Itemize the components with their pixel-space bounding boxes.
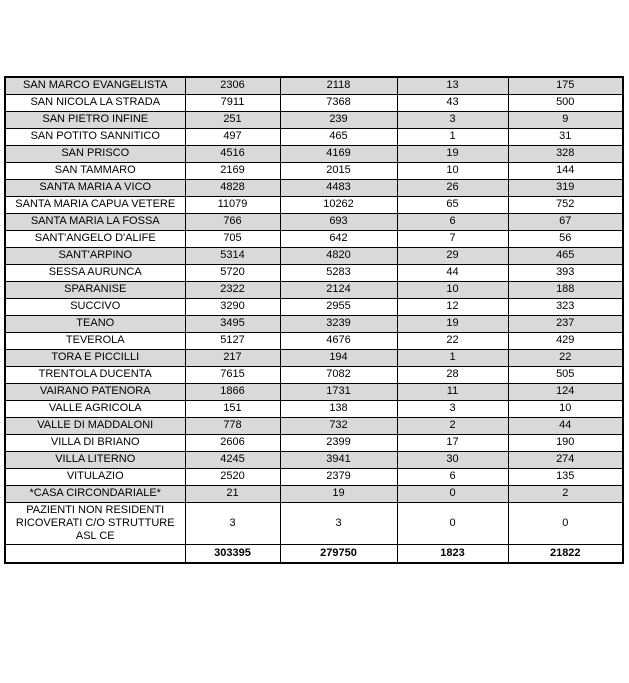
table-row	[5, 383, 623, 400]
value-cell: 3290	[185, 298, 280, 315]
value-cell: 1731	[280, 383, 397, 400]
municipality-data-table	[4, 76, 624, 564]
table-row	[5, 451, 623, 468]
table-row	[5, 247, 623, 264]
value-cell: 30	[397, 451, 508, 468]
municipality-name-cell: SANT'ARPINO	[5, 247, 185, 264]
value-cell: 11	[397, 383, 508, 400]
municipality-name-cell: VALLE AGRICOLA	[5, 400, 185, 417]
value-cell: 429	[508, 332, 623, 349]
municipality-name-cell: VITULAZIO	[5, 468, 185, 485]
value-cell: 328	[508, 145, 623, 162]
value-cell: 4676	[280, 332, 397, 349]
value-cell: 2306	[185, 77, 280, 94]
value-cell: 1	[397, 128, 508, 145]
value-cell: 2955	[280, 298, 397, 315]
value-cell: 19	[280, 485, 397, 502]
value-cell: 323	[508, 298, 623, 315]
value-cell: 22	[508, 349, 623, 366]
value-cell: 4516	[185, 145, 280, 162]
municipality-name-cell: *CASA CIRCONDARIALE*	[5, 485, 185, 502]
value-cell: 3	[185, 502, 280, 544]
value-cell: 393	[508, 264, 623, 281]
total-cell: 21822	[508, 544, 623, 563]
municipality-name-cell: TORA E PICCILLI	[5, 349, 185, 366]
value-cell: 0	[508, 502, 623, 544]
value-cell: 194	[280, 349, 397, 366]
value-cell: 274	[508, 451, 623, 468]
table-row	[5, 179, 623, 196]
table-row	[5, 366, 623, 383]
table-row	[5, 145, 623, 162]
municipality-name-cell: SANTA MARIA CAPUA VETERE	[5, 196, 185, 213]
value-cell: 6	[397, 213, 508, 230]
municipality-name-cell: SAN POTITO SANNITICO	[5, 128, 185, 145]
value-cell: 67	[508, 213, 623, 230]
value-cell: 188	[508, 281, 623, 298]
value-cell: 7	[397, 230, 508, 247]
value-cell: 175	[508, 77, 623, 94]
value-cell: 5314	[185, 247, 280, 264]
value-cell: 22	[397, 332, 508, 349]
value-cell: 56	[508, 230, 623, 247]
value-cell: 4820	[280, 247, 397, 264]
municipality-name-cell: TEANO	[5, 315, 185, 332]
table-row	[5, 349, 623, 366]
value-cell: 7615	[185, 366, 280, 383]
value-cell: 4828	[185, 179, 280, 196]
value-cell: 5127	[185, 332, 280, 349]
value-cell: 2	[508, 485, 623, 502]
value-cell: 12	[397, 298, 508, 315]
municipality-name-cell: VILLA LITERNO	[5, 451, 185, 468]
table-body	[5, 77, 623, 544]
table-row	[5, 77, 623, 94]
municipality-name-cell: SAN PRISCO	[5, 145, 185, 162]
value-cell: 26	[397, 179, 508, 196]
municipality-name-cell: SANTA MARIA A VICO	[5, 179, 185, 196]
table-row	[5, 196, 623, 213]
value-cell: 642	[280, 230, 397, 247]
value-cell: 144	[508, 162, 623, 179]
value-cell: 43	[397, 94, 508, 111]
value-cell: 10262	[280, 196, 397, 213]
municipality-name-cell: SANT'ANGELO D'ALIFE	[5, 230, 185, 247]
value-cell: 237	[508, 315, 623, 332]
value-cell: 752	[508, 196, 623, 213]
value-cell: 4169	[280, 145, 397, 162]
total-cell: 279750	[280, 544, 397, 563]
value-cell: 505	[508, 366, 623, 383]
value-cell: 465	[280, 128, 397, 145]
value-cell: 2379	[280, 468, 397, 485]
value-cell: 0	[397, 485, 508, 502]
value-cell: 5720	[185, 264, 280, 281]
value-cell: 2124	[280, 281, 397, 298]
value-cell: 217	[185, 349, 280, 366]
table-row	[5, 111, 623, 128]
value-cell: 3	[397, 400, 508, 417]
value-cell: 3495	[185, 315, 280, 332]
value-cell: 2015	[280, 162, 397, 179]
value-cell: 21	[185, 485, 280, 502]
table-row	[5, 94, 623, 111]
table-row	[5, 332, 623, 349]
value-cell: 2322	[185, 281, 280, 298]
value-cell: 239	[280, 111, 397, 128]
table-row	[5, 434, 623, 451]
table-row	[5, 230, 623, 247]
value-cell: 1	[397, 349, 508, 366]
value-cell: 10	[397, 281, 508, 298]
value-cell: 766	[185, 213, 280, 230]
municipality-name-cell: PAZIENTI NON RESIDENTI RICOVERATI C/O STRUTTURE ASL CE	[5, 502, 185, 544]
value-cell: 3	[397, 111, 508, 128]
municipality-name-cell: SPARANISE	[5, 281, 185, 298]
totals-empty-cell	[5, 544, 185, 563]
value-cell: 2	[397, 417, 508, 434]
value-cell: 693	[280, 213, 397, 230]
table-row	[5, 417, 623, 434]
value-cell: 2169	[185, 162, 280, 179]
table-row	[5, 485, 623, 502]
municipality-name-cell: VALLE DI MADDALONI	[5, 417, 185, 434]
value-cell: 13	[397, 77, 508, 94]
value-cell: 465	[508, 247, 623, 264]
table-row	[5, 281, 623, 298]
value-cell: 319	[508, 179, 623, 196]
value-cell: 251	[185, 111, 280, 128]
value-cell: 3239	[280, 315, 397, 332]
value-cell: 9	[508, 111, 623, 128]
value-cell: 10	[508, 400, 623, 417]
value-cell: 135	[508, 468, 623, 485]
value-cell: 2520	[185, 468, 280, 485]
value-cell: 124	[508, 383, 623, 400]
value-cell: 732	[280, 417, 397, 434]
value-cell: 10	[397, 162, 508, 179]
municipality-name-cell: SUCCIVO	[5, 298, 185, 315]
table-row	[5, 264, 623, 281]
value-cell: 31	[508, 128, 623, 145]
value-cell: 138	[280, 400, 397, 417]
municipality-name-cell: SAN TAMMARO	[5, 162, 185, 179]
value-cell: 190	[508, 434, 623, 451]
value-cell: 19	[397, 315, 508, 332]
value-cell: 1866	[185, 383, 280, 400]
table-row	[5, 162, 623, 179]
value-cell: 705	[185, 230, 280, 247]
municipality-name-cell: SAN PIETRO INFINE	[5, 111, 185, 128]
value-cell: 65	[397, 196, 508, 213]
municipality-name-cell: VILLA DI BRIANO	[5, 434, 185, 451]
value-cell: 2399	[280, 434, 397, 451]
table-row	[5, 502, 623, 544]
value-cell: 497	[185, 128, 280, 145]
value-cell: 0	[397, 502, 508, 544]
municipality-name-cell: SAN MARCO EVANGELISTA	[5, 77, 185, 94]
total-cell: 1823	[397, 544, 508, 563]
totals-row	[5, 544, 623, 563]
municipality-name-cell: TRENTOLA DUCENTA	[5, 366, 185, 383]
total-cell: 303395	[185, 544, 280, 563]
value-cell: 151	[185, 400, 280, 417]
value-cell: 6	[397, 468, 508, 485]
value-cell: 11079	[185, 196, 280, 213]
table-row	[5, 128, 623, 145]
value-cell: 44	[508, 417, 623, 434]
value-cell: 7911	[185, 94, 280, 111]
value-cell: 500	[508, 94, 623, 111]
value-cell: 19	[397, 145, 508, 162]
value-cell: 4245	[185, 451, 280, 468]
value-cell: 778	[185, 417, 280, 434]
value-cell: 3941	[280, 451, 397, 468]
value-cell: 2606	[185, 434, 280, 451]
municipality-name-cell: SAN NICOLA LA STRADA	[5, 94, 185, 111]
value-cell: 7082	[280, 366, 397, 383]
value-cell: 3	[280, 502, 397, 544]
value-cell: 4483	[280, 179, 397, 196]
value-cell: 5283	[280, 264, 397, 281]
table-row	[5, 400, 623, 417]
municipality-name-cell: VAIRANO PATENORA	[5, 383, 185, 400]
table-row	[5, 315, 623, 332]
municipality-name-cell: SESSA AURUNCA	[5, 264, 185, 281]
value-cell: 17	[397, 434, 508, 451]
table-row	[5, 213, 623, 230]
value-cell: 7368	[280, 94, 397, 111]
municipality-name-cell: TEVEROLA	[5, 332, 185, 349]
value-cell: 28	[397, 366, 508, 383]
table-row	[5, 298, 623, 315]
value-cell: 29	[397, 247, 508, 264]
value-cell: 44	[397, 264, 508, 281]
table-row	[5, 468, 623, 485]
municipality-name-cell: SANTA MARIA LA FOSSA	[5, 213, 185, 230]
value-cell: 2118	[280, 77, 397, 94]
